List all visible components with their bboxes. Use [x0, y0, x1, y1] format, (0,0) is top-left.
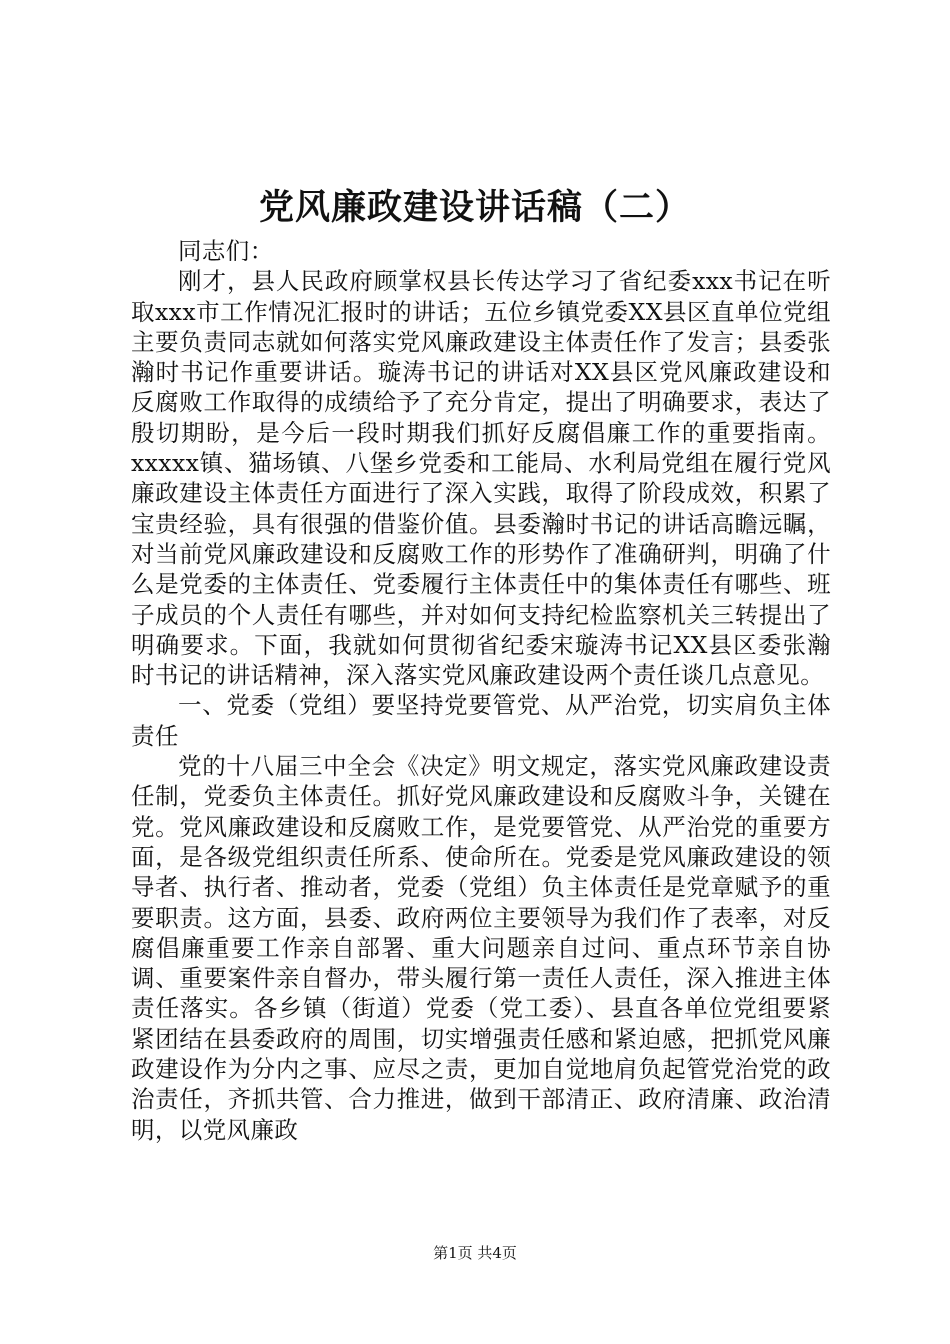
- document-body: [131, 236, 831, 1145]
- body-paragraph: 党的十八届三中全会《决定》明文规定，落实党风廉政建设责任制，党委负主体责任。抓好党风廉政建设和反腐败斗争，关键在党。党风廉政建设和反腐败工作，是党要管党、从严治党的重要方面，是各级党组织责任所系、使命所在。党委是党风廉政建设的领导者、执行者、推动者，党委（党组）负主体责任是党章赋予的重要职责。这方面，县委、政府两位主要领导为我们作了表率，对反腐倡廉重要工作亲自部署、重大问题亲自过问、重点环节亲自协调、重要案件亲自督办，带头履行第一责任人责任，深入推进主体责任落实。各乡镇（街道）党委（党工委）、县直各单位党组要紧紧团结在县委政府的周围，切实增强责任感和紧迫感，把抓党风廉政建设作为分内之事、应尽之责，更加自觉地肩负起管党治党的政治责任，齐抓共管、合力推进，做到干部清正、政府清廉、政治清明，以党风廉政: [131, 752, 831, 1144]
- body-paragraph: 刚才，县人民政府顾掌权县长传达学习了省纪委xxx书记在听取xxx市工作情况汇报时的讲话；五位乡镇党委XX县区直单位党组主要负责同志就如何落实党风廉政建设主体责任作了发言；县委张瀚时书记作重要讲话。璇涛书记的讲话对XX县区党风廉政建设和反腐败工作取得的成绩给予了充分肯定，提出了明确要求，表达了殷切期盼，是今后一段时期我们抓好反腐倡廉工作的重要指南。xxxxx镇、猫场镇、八堡乡党委和工能局、水利局党组在履行党风廉政建设主体责任方面进行了深入实践，取得了阶段成效，积累了宝贵经验，具有很强的借鉴价值。县委瀚时书记的讲话高瞻远瞩，对当前党风廉政建设和反腐败工作的形势作了准确研判，明确了什么是党委的主体责任、党委履行主体责任中的集体责任有哪些、班子成员的个人责任有哪些，并对如何支持纪检监察机关三转提出了明确要求。下面，我就如何贯彻省纪委宋璇涛书记XX县区委张瀚时书记的讲话精神，深入落实党风廉政建设两个责任谈几点意见。: [131, 267, 831, 690]
- page-number-footer: 第1页 共4页: [433, 1244, 517, 1262]
- section-heading: 一、党委（党组）要坚持党要管党、从严治党，切实肩负主体责任: [131, 691, 831, 750]
- salutation-paragraph: 同志们：: [178, 237, 274, 265]
- document-title: 党风廉政建设讲话稿（二）: [258, 187, 691, 228]
